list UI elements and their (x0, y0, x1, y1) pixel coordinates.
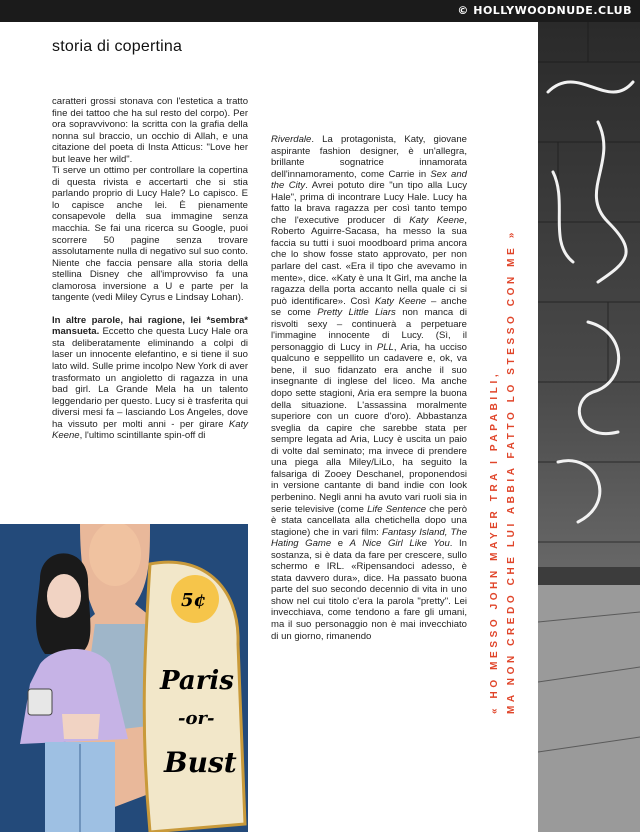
text-run: – anche se come (271, 295, 467, 319)
graffiti-illustration (538, 22, 640, 832)
paragraph: Ti serve un ottimo per controllare la copertina di questa rivista e accertarti che si stia parlando proprio di Lucy Hale? Lo capisco. E lo capisce anche lei. È pienamente consapevole della sua immagine senza macchia. Se fai una ricerca su Google, puoi scorrere 50 pagine senza trovare assolutamente nulla di negativo sul suo conto. Niente che faccia pensare alla storia della stellina Disney che all'improvviso fa una clamorosa inversione a U e parte per la tangente (vedi Miley Cyrus e Lindsay Lohan). (52, 165, 248, 304)
section-title: storia di copertina (52, 38, 183, 55)
top-bar (0, 0, 640, 22)
article-column-2 (271, 134, 467, 642)
pull-quote (470, 90, 530, 810)
text-run: che però è stata cancellata alla chetichella dopo una stagione) che in vari film: (271, 503, 467, 538)
text-run: e (331, 538, 350, 550)
sign-word-1: Paris (160, 666, 234, 696)
italic-title: Life Sentence (367, 503, 427, 515)
article-column-1 (52, 96, 248, 442)
italic-title: Katy Keene (409, 214, 465, 226)
paragraph (271, 134, 467, 642)
text-run: , l'ultimo scintillante spin-off di (79, 430, 206, 442)
text-run: . La protagonista, Katy, giovane aspirante fashion designer, è un'allegra, brillante sognatrice innamorata dell'innamoramento, come Carrie in (271, 134, 467, 180)
portrait-photo (0, 524, 248, 832)
sign-price: 5¢ (181, 590, 207, 611)
italic-title: Riverdale (271, 134, 312, 145)
italic-title: Katy Keene (374, 295, 427, 307)
sign-word-3: Bust (164, 746, 237, 779)
sign-word-2: -or- (178, 708, 215, 729)
text-run: Eccetto che questa Lucy Hale ora sta deliberatamente eliminando a colpi di laser un innocente elefantino, e si tiene il suo lato wild. Sulle prime incolpo New York di aver trasformato un angioletto di ragazza in una bad girl. La Grande Mela ha un talento leggendario per questo. Lucy si è trasferita qui diversi mesi fa – lasciando Los Angeles, dove ha vissuto per molti anni - per girare (52, 326, 248, 430)
paragraph (52, 315, 248, 442)
text-run: . Avrei potuto dire "un tipo alla Lucy Hale", prima di incontrare Lucy Hale. Lucy ha fatto la brava ragazza per così tanto tempo che l'executive producer di (271, 180, 467, 226)
pull-quote-line-2: MA NON CREDO CHE LUI ABBIA FATTO LO STESSO CON ME » (506, 229, 517, 714)
text-run: , Aria, ha ucciso qualcuno e seppellito un cadavere e, ok, va bene, il suo fidanzato era anche il suo insegnante di inglese del liceo. Ma anche dopo sette stagioni, Aria era sempre la buona della situazione. L'assassina moralmente superiore con un cuore d'oro). Abbastanza sveglia da capire che sarebbe stata per sempre legata ad Aria, Lucy è uscita un paio di volte dal seminato; ma invece di prendere una piega alla Miley/LiLo, ha seguito la falsariga di Zooey Deschanel, proponendosi in versione cantante di band indie con look perbenino. Negli anni ha avuto vari ruoli sia in serie televisive (come (271, 341, 467, 515)
text-run: non manca di risvolti sexy – continuerà a perpetuare l'immagine innocente di Lucy. (Sì, il personaggio di Lucy in (271, 307, 467, 353)
watermark: © HOLLYWOODNUDE.CLUB (457, 4, 632, 17)
italic-title: Katy Keene (52, 418, 248, 442)
graffiti-photo (538, 22, 640, 832)
text-run: , Roberto Aguirre-Sacasa, ha messo la sua faccia su tutti i suoi moodboard prima ancora che lo show fosse stato approvato, per non parlare del cast. «Era il tipo che avevamo in mente», dice. «Katy è una It Girl, ma anche la ragazza della porta accanto nella quale ci si può identificare». Così (271, 214, 467, 307)
italic-title: A Nice Girl Like You (349, 538, 450, 550)
italic-title: PLL (376, 341, 394, 353)
paragraph: caratteri grossi stonava con l'estetica a tratto fine dei tattoo che ha sul resto del corpo). Per ora sopravvivono: la scritta con la grafia della nonna sul braccio, un occhio di Allah, e una citazione del poeta di Insta Atticus: "Love her but leave her wild". (52, 96, 248, 165)
italic-title: Sex and the City (271, 168, 467, 192)
text-run: . In sostanza, si è data da fare per crescere, sullo schermo e IRL. «Ripensandoci adesso, è stata davvero dura», dice. Ha passato buona parte del suo secondo decennio di vita in uno show nel cui titolo c'era la parola "pretty". Lei invecchiava, come tendono a fare gli umani, ma il suo personaggio non è mai invecchiato di un giorno, rimanendo (271, 538, 467, 642)
italic-title: Pretty Little Liars (317, 307, 396, 319)
portrait-illustration (0, 524, 248, 832)
italic-title: Fantasy Island, The Hating Game (271, 526, 468, 550)
pull-quote-line-1: « HO MESSO JOHN MAYER TRA I PAPABILI, (489, 370, 500, 714)
lead-in: In altre parole, hai ragione, lei *sembra* mansueta. (52, 314, 248, 338)
